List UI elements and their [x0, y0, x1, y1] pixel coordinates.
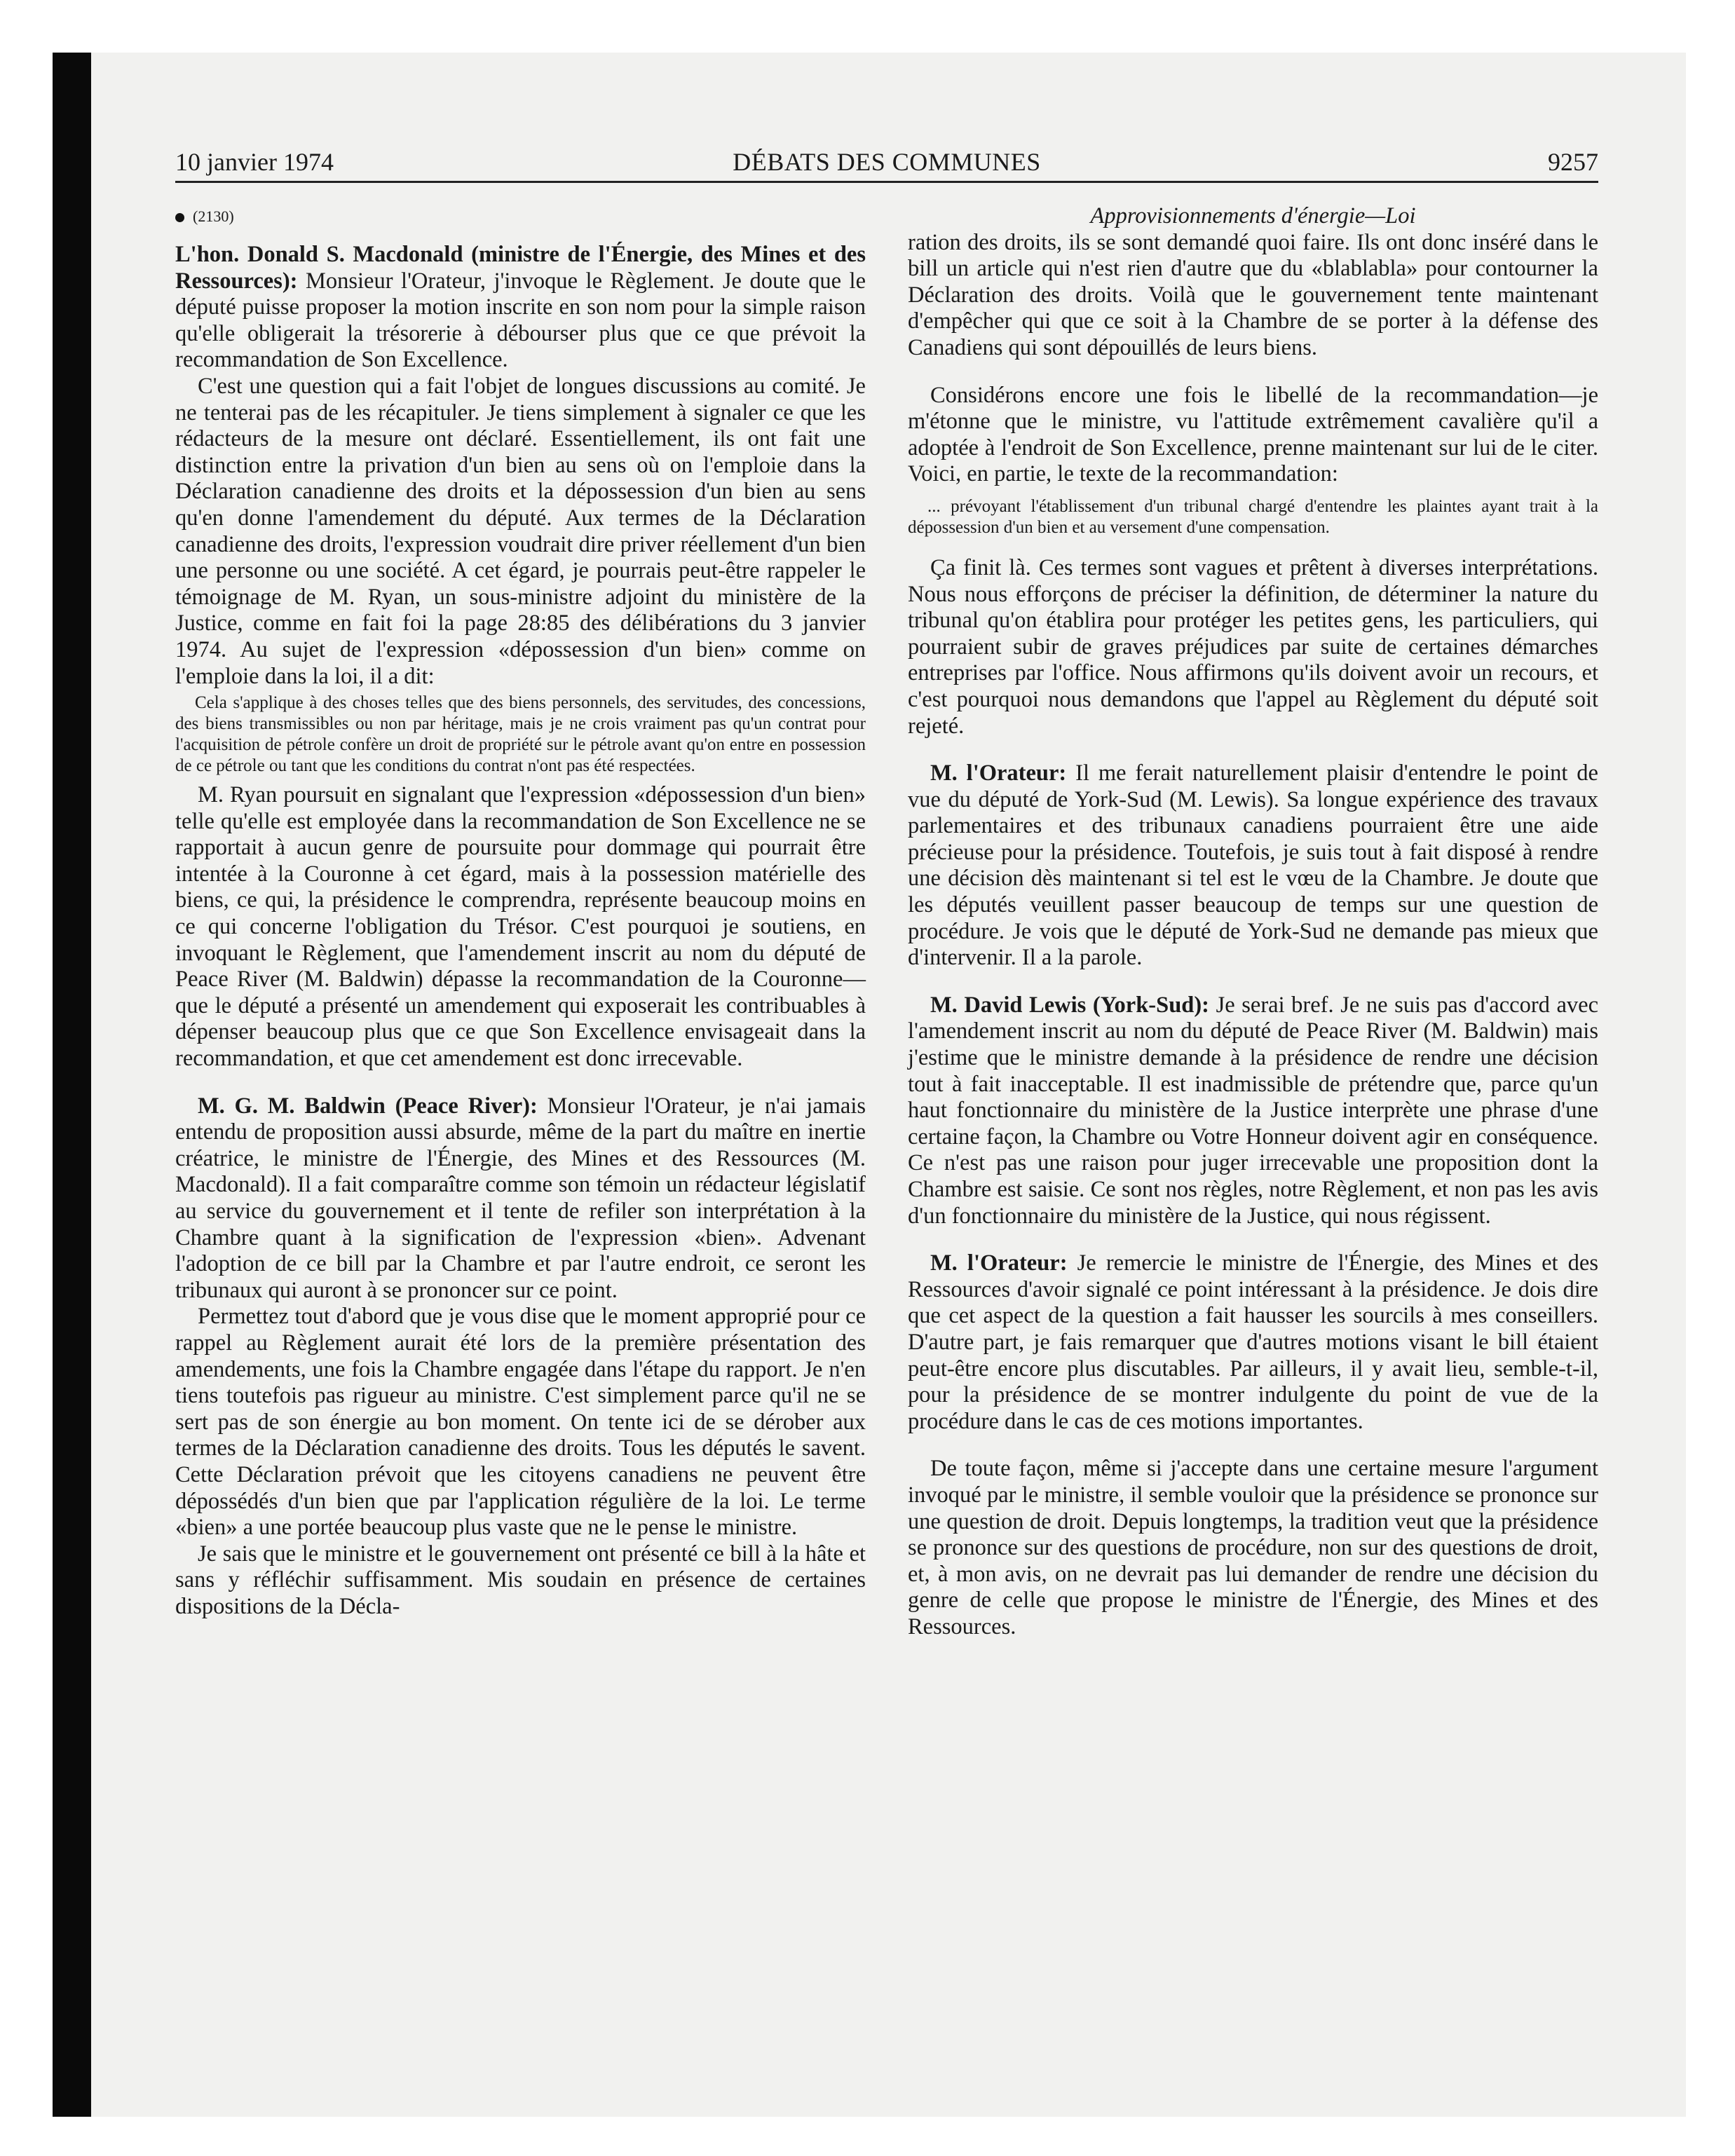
running-head: Approvisionnements d'énergie—Loi: [1090, 203, 1416, 228]
paragraph: Ça finit là. Ces termes sont vagues et prêtent à diverses interprétations. Nous nous efforçons de préciser la définition, de déterminer la nature du tribunal qu'on établira pour protéger les petites gens, les particuliers, qui pourraient subir de graves préjudices par suite de certaines démarches entreprises par l'office. Nous affirmons qu'ils doivent avoir un recours, et c'est pourquoi nous demandons que l'appel au Règlement du député soit rejeté.: [908, 554, 1598, 739]
header-rule: [175, 181, 1598, 183]
speaker-name: M. David Lewis (York-Sud):: [930, 992, 1210, 1018]
right-column: [908, 203, 1598, 1641]
header-title: DÉBATS DES COMMUNES: [733, 148, 1041, 176]
paragraph: De toute façon, même si j'accepte dans une certaine mesure l'argument invoqué par le ministre, il semble vouloir que la présidence se prononce sur une question de droit. Depuis longtemps, la tradition veut que la présidence se prononce sur des questions de procédure, non sur des questions de droit, et, à mon avis, on ne devrait pas lui demander de rendre une décision du genre de celle que propose le ministre de l'Énergie, des Mines et des Ressources.: [908, 1456, 1598, 1639]
paragraph: [175, 242, 866, 374]
speech-text: Monsieur l'Orateur, je n'ai jamais entendu de proposition aussi absurde, même de la part du maître en inertie créatrice, le ministre de l'Énergie, des Mines et des Ressources (M. Macdonald). Il a fait comparaître comme son témoin un rédacteur législatif au service du gouvernement et il tente de refiler son interprétation à la Chambre quant à la signification de l'expression «bien». Advenant l'adoption de ce bill par la Chambre et par l'autre endroit, ce seront les tribunaux qui auront à se prononcer sur ce point.: [175, 1093, 866, 1303]
speaker-name: M. l'Orateur:: [930, 1250, 1068, 1276]
page-header: [175, 147, 1598, 182]
paragraph: [175, 1093, 866, 1304]
bullet-icon: [175, 213, 184, 222]
scan-edge-bar: [53, 53, 91, 2117]
time-marker-label: (2130): [193, 207, 234, 225]
left-column: [175, 203, 866, 1621]
paragraph: [908, 1250, 1598, 1435]
speech-text: Je remercie le ministre de l'Énergie, des Mines et des Ressources d'avoir signalé ce point intéressant à la présidence. Je dois dire que cet aspect de la question a fait hausser les sourcils à mes conseillers. D'autre part, je fais remarquer que d'autres motions visant le bill étaient peut-être encore plus discutables. Par ailleurs, il y avait lieu, semble-t-il, pour la présidence de se montrer indulgente du point de vue de la procédure dans le cas de ces motions importantes.: [908, 1250, 1598, 1434]
block-quote: Cela s'applique à des choses telles que des biens personnels, des servitudes, des concessions, des biens transmissibles ou non par héritage, mais je ne crois vraiment pas qu'un contrat pour l'acquisition de pétrole confère un droit de propriété sur le pétrole avant qu'on entre en possession de ce pétrole ou tant que les conditions du contrat n'ont pas été respectées.: [175, 693, 866, 776]
speaker-name: M. G. M. Baldwin (Peace River):: [198, 1093, 538, 1119]
speech-text: Monsieur l'Orateur, j'invoque le Règlement. Je doute que le député puisse proposer la motion inscrite en son nom pour la simple raison qu'elle obligerait la trésorerie à débourser plus que ce que prévoit la recommandation de Son Excellence.: [175, 268, 866, 373]
time-marker: [175, 203, 866, 229]
paragraph: C'est une question qui a fait l'objet de longues discussions au comité. Je ne tenterai pas de les récapituler. Je tiens simplement à signaler ce que les rédacteurs de la mesure ont déclaré. Essentiellement, ils ont fait une distinction entre la privation d'un bien au sens où on l'emploie dans la Déclaration canadienne des droits et la dépossession d'un bien au sens qu'en donne l'amendement du député. Aux termes de la Déclaration canadienne des droits, l'expression voudrait dire priver réellement d'un bien une personne ou une société. A cet égard, je pourrais peut-être rappeler le témoignage de M. Ryan, un sous-ministre adjoint du ministère de la Justice, comme en fait foi la page 28:85 des délibérations du 3 janvier 1974. Au sujet de l'expression «dépossession d'un bien» comme on l'emploie dans la loi, il a dit:: [175, 373, 866, 689]
paragraph: Permettez tout d'abord que je vous dise que le moment approprié pour ce rappel au Règlement aurait été lors de la première présentation des amendements, une fois la Chambre engagée dans l'étape du rapport. Je n'en tiens toutefois pas rigueur au ministre. C'est simplement parce qu'il ne se sert pas de son énergie au bon moment. On tente ici de se dérober aux termes de la Déclaration canadienne des droits. Tous les députés le savent. Cette Déclaration prévoit que les citoyens canadiens ne peuvent être dépossédés d'un bien que par l'application régulière de la loi. Le terme «bien» a une portée beaucoup plus vaste que ne le pense le ministre.: [175, 1304, 866, 1541]
paragraph: Considérons encore une fois le libellé de la recommandation—je m'étonne que le ministre, vu l'attitude extrêmement cavalière qu'il a adoptée à l'endroit de Son Excellence, prenne maintenant sur lui de le citer. Voici, en partie, le texte de la recommandation:: [908, 382, 1598, 487]
speaker-name: L'hon. Donald S. Macdonald (ministre de l'Énergie, des Mines et des Ressources):: [175, 242, 866, 294]
page-number: 9257: [1548, 148, 1598, 176]
speaker-name: M. l'Orateur:: [930, 760, 1067, 786]
paragraph: ration des droits, ils se sont demandé quoi faire. Ils ont donc inséré dans le bill un article qui n'est rien d'autre que du «blablabla» pour contourner la Déclaration des droits. Voilà que le gouvernement tente maintenant d'empêcher qui que ce soit à la Chambre de se porter à la défense des Canadiens qui sont dépouillés de leurs biens.: [908, 229, 1598, 360]
paragraph: Je sais que le ministre et le gouvernement ont présenté ce bill à la hâte et sans y réfléchir suffisamment. Mis soudain en présence de certaines dispositions de la Décla-: [175, 1541, 866, 1619]
speech-text: Je serai bref. Je ne suis pas d'accord avec l'amendement inscrit au nom du député de Peace River (M. Baldwin) mais j'estime que le ministre demande à la présidence de rendre une décision tout à fait inacceptable. Il est inadmissible de prétendre que, parce qu'un haut fonctionnaire du ministère de la Justice interprète une phrase d'une certaine façon, la Chambre ou Votre Honneur doivent agir en conséquence. Ce n'est pas une raison pour juger irrecevable une proposition dont la Chambre est saisie. Ce sont nos règles, notre Règlement, et non pas les avis d'un fonctionnaire du ministère de la Justice, qui nous régissent.: [908, 992, 1598, 1229]
block-quote: ... prévoyant l'établissement d'un tribunal chargé d'entendre les plaintes ayant trait à la dépossession d'un bien et au versement d'une compensation.: [908, 496, 1598, 537]
paragraph: M. Ryan poursuit en signalant que l'expression «dépossession d'un bien» telle qu'elle est employée dans la recommandation de Son Excellence ne se rapportait à aucun genre de poursuite pour dommage qui pourrait être intentée à la Couronne à cet égard, mais à la possession matérielle des biens, ce qui, la présidence le comprendra, représente beaucoup moins en ce qui concerne l'obligation du Trésor. C'est pourquoi je soutiens, en invoquant le Règlement, que l'amendement inscrit au nom du député de Peace River (M. Baldwin) dépasse la recommandation de la Couronne—que le député a présenté un amendement qui exposerait les contribuables à dépenser beaucoup plus que ce que Son Excellence envisageait dans la recommandation, et que cet amendement est donc irrecevable.: [175, 782, 866, 1072]
paragraph: [908, 992, 1598, 1229]
speech-text: Il me ferait naturellement plaisir d'entendre le point de vue du député de York-Sud (M. Lewis). Sa longue expérience des travaux parlementaires et des tribunaux canadiens pourraient être une aide précieuse pour la présidence. Toutefois, je suis tout à fait disposé à rendre une décision dès maintenant si tel est le vœu de la Chambre. Je doute que les députés veuillent passer beaucoup de temps sur une question de procédure. Je vois que le député de York-Sud ne demande pas mieux que d'intervenir. Il a la parole.: [908, 760, 1598, 971]
header-date: 10 janvier 1974: [175, 148, 334, 176]
paragraph: [908, 760, 1598, 971]
